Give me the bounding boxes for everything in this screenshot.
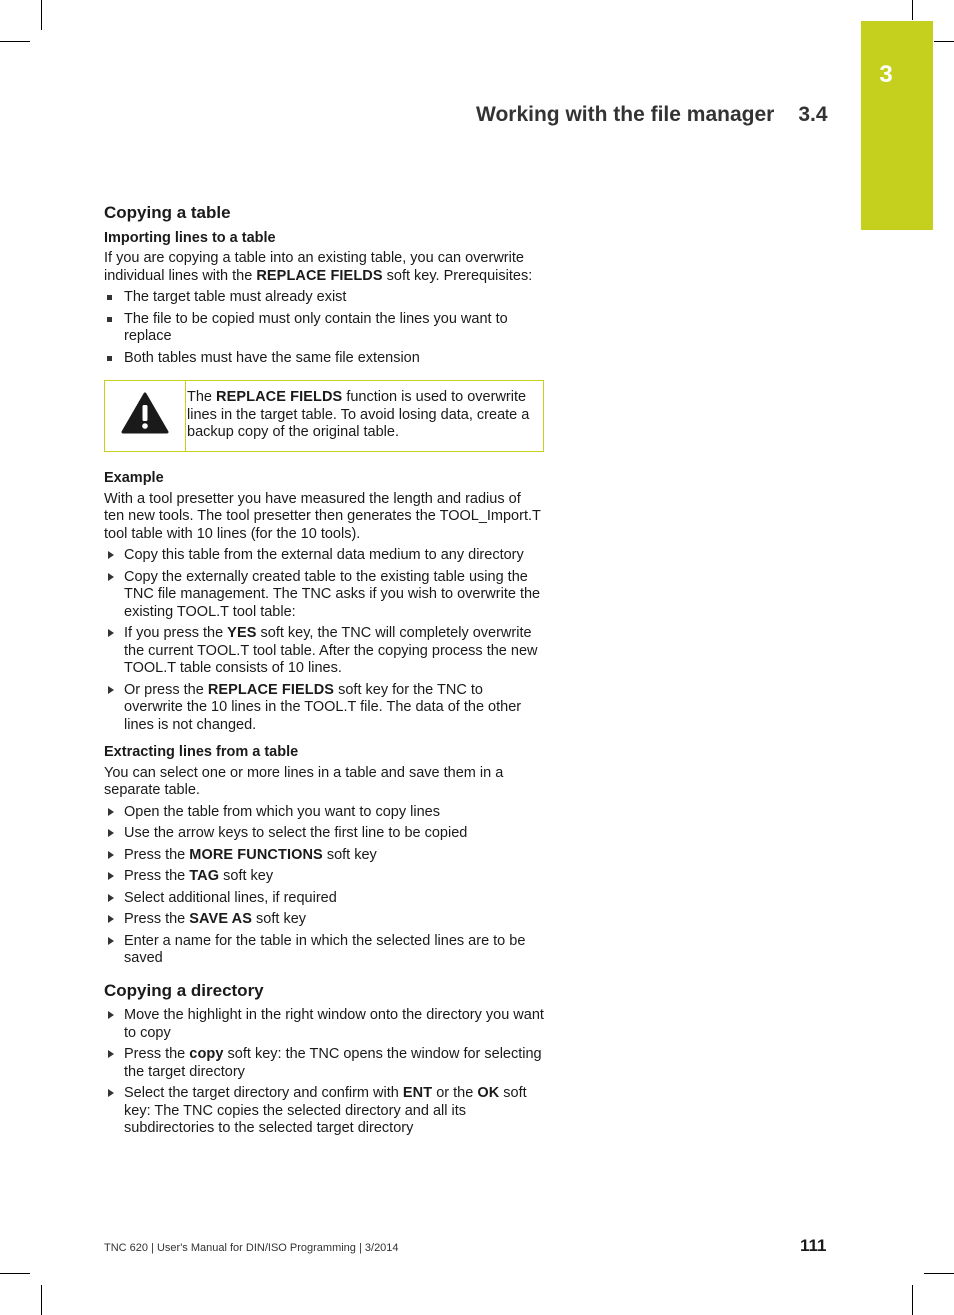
directory-steps bbox=[104, 1007, 544, 1138]
header-title: Working with the file manager bbox=[476, 103, 775, 126]
list-item: If you press the YES soft key, the TNC will completely overwrite the current TOOL.T tool table. After the copying process the new TOOL.T table consists of 10 lines. bbox=[104, 625, 544, 678]
crop-mark bbox=[934, 41, 954, 42]
list-item: Copy this table from the external data medium to any directory bbox=[104, 547, 544, 565]
crop-mark bbox=[0, 41, 30, 42]
example-steps bbox=[104, 547, 544, 734]
list-item: Or press the REPLACE FIELDS soft key for the TNC to overwrite the 10 lines in the TOOL.T file. The data of the other lines is not changed. bbox=[104, 682, 544, 735]
list-item: Press the SAVE AS soft key bbox=[104, 911, 544, 929]
list-item: Open the table from which you want to copy lines bbox=[104, 804, 544, 822]
list-item: Select the target directory and confirm with ENT or the OK soft key: The TNC copies the selected directory and all its subdirectories to the selected target directory bbox=[104, 1085, 544, 1138]
footer-text: TNC 620 | User's Manual for DIN/ISO Programming | 3/2014 bbox=[104, 1242, 399, 1254]
crop-mark bbox=[912, 1285, 913, 1315]
list-item: Press the TAG soft key bbox=[104, 868, 544, 886]
warning-divider bbox=[185, 381, 186, 451]
prerequisites-list bbox=[104, 289, 544, 367]
list-item: Copy the externally created table to the existing table using the TNC file management. The TNC asks if you wish to overwrite the existing TOOL.T tool table: bbox=[104, 569, 544, 622]
crop-mark bbox=[41, 1285, 42, 1315]
extracting-intro: You can select one or more lines in a table and save them in a separate table. bbox=[104, 764, 504, 798]
main-content bbox=[104, 204, 544, 1142]
subsection-title-importing: Importing lines to a table bbox=[104, 229, 276, 246]
chapter-number: 3 bbox=[879, 61, 893, 88]
extracting-steps bbox=[104, 804, 544, 968]
warning-icon bbox=[121, 391, 169, 435]
subsection-title-extracting: Extracting lines from a table bbox=[104, 744, 299, 760]
section-title-copying-directory: Copying a directory bbox=[104, 980, 264, 1000]
list-item: Use the arrow keys to select the first line to be copied bbox=[104, 825, 544, 843]
header-section-number: 3.4 bbox=[798, 103, 828, 126]
section-title-copying-table: Copying a table bbox=[104, 203, 231, 222]
crop-mark bbox=[912, 0, 913, 20]
example-intro: With a tool presetter you have measured the length and radius of ten new tools. The tool presetter then generates the TOOL_Import.T tool table with 10 lines (for the 10 tools). bbox=[104, 490, 541, 542]
list-item: Move the highlight in the right window onto the directory you want to copy bbox=[104, 1007, 544, 1042]
chapter-tab bbox=[861, 21, 933, 230]
crop-mark bbox=[0, 1273, 30, 1274]
page-number: 111 bbox=[800, 1236, 827, 1255]
list-item: Select additional lines, if required bbox=[104, 890, 544, 908]
warning-box bbox=[104, 380, 544, 452]
warning-text: The REPLACE FIELDS function is used to overwrite lines in the target table. To avoid losing data, create a backup copy of the original table. bbox=[187, 389, 530, 440]
example-title: Example bbox=[104, 470, 164, 486]
list-item: Press the MORE FUNCTIONS soft key bbox=[104, 847, 544, 865]
list-item: Press the copy soft key: the TNC opens the window for selecting the target directory bbox=[104, 1046, 544, 1081]
importing-intro: If you are copying a table into an existing table, you can overwrite individual lines with the REPLACE FIELDS soft key. Prerequisites: bbox=[104, 250, 533, 284]
crop-mark bbox=[924, 1273, 954, 1274]
list-item: The target table must already exist bbox=[104, 289, 544, 307]
list-item: Enter a name for the table in which the selected lines are to be saved bbox=[104, 933, 544, 968]
list-item: Both tables must have the same file extension bbox=[104, 350, 544, 368]
crop-mark bbox=[41, 0, 42, 30]
list-item: The file to be copied must only contain the lines you want to replace bbox=[104, 311, 544, 346]
running-header bbox=[476, 103, 828, 127]
